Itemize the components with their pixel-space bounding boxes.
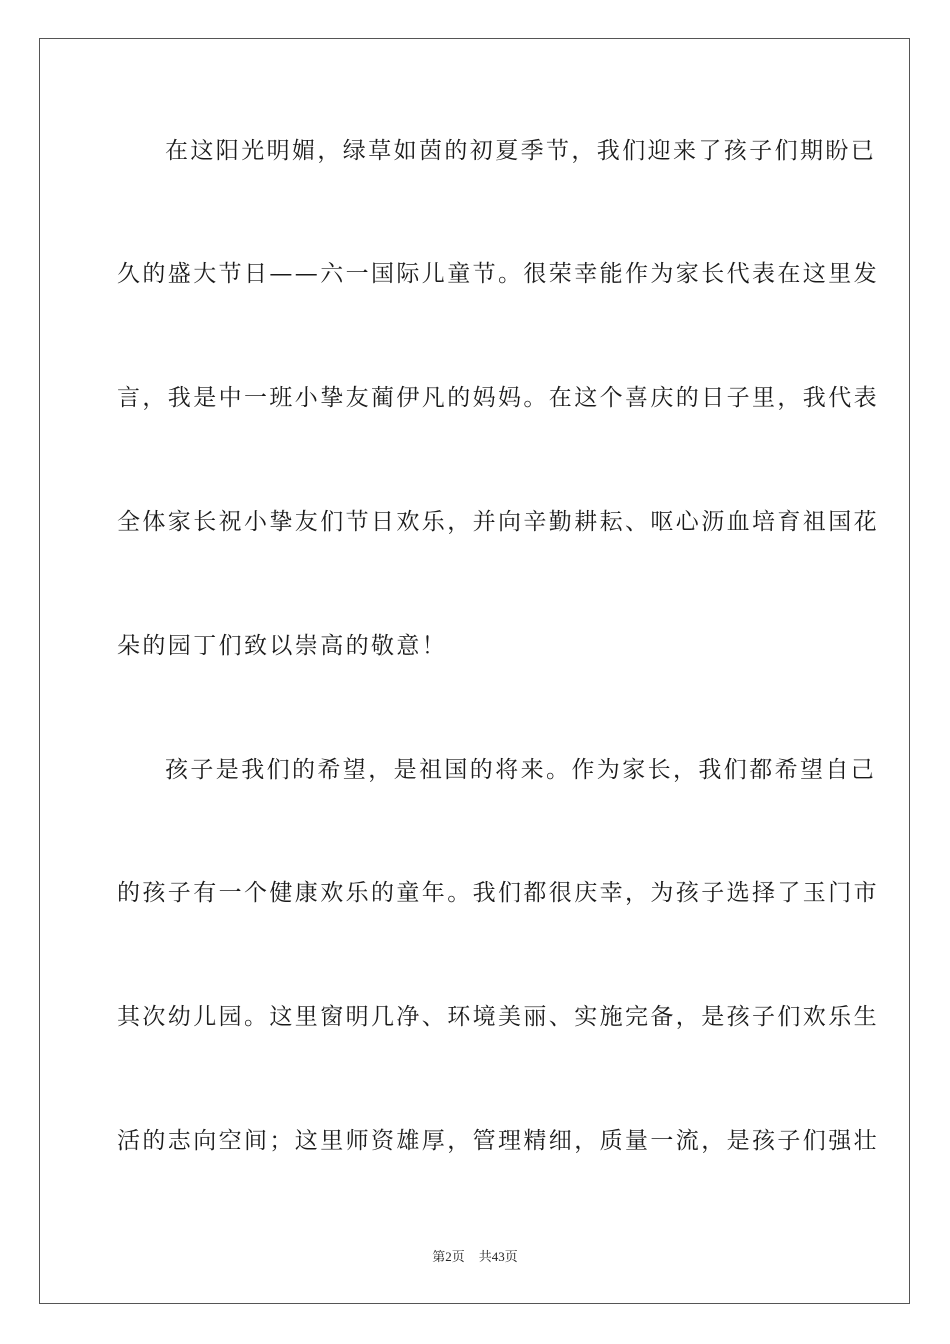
total-pages: 共43页 — [478, 1249, 518, 1264]
paragraph-2-line-3: 其次幼儿园。这里窗明几净、环境美丽、实施完备，是孩子们欢乐生 — [117, 1004, 879, 1030]
page-footer — [0, 1248, 950, 1266]
page-frame — [39, 38, 910, 1304]
paragraph-2-line-2: 的孩子有一个健康欢乐的童年。我们都很庆幸，为孩子选择了玉门市 — [117, 880, 879, 906]
current-page-number: 第2页 — [432, 1249, 465, 1264]
paragraph-2-line-1: 孩子是我们的希望，是祖国的将来。作为家长，我们都希望自己 — [165, 757, 877, 783]
paragraph-1-line-5: 朵的园丁们致以崇高的敬意！ — [117, 633, 448, 659]
paragraph-1-line-3: 言，我是中一班小挚友蔺伊凡的妈妈。在这个喜庆的日子里，我代表 — [117, 385, 879, 411]
paragraph-1-line-1: 在这阳光明媚，绿草如茵的初夏季节，我们迎来了孩子们期盼已 — [165, 138, 877, 164]
paragraph-1-line-2: 久的盛大节日——六一国际儿童节。很荣幸能作为家长代表在这里发 — [117, 261, 879, 287]
paragraph-2-line-4: 活的志向空间；这里师资雄厚，管理精细，质量一流，是孩子们强壮 — [117, 1128, 879, 1154]
paragraph-1-line-4: 全体家长祝小挚友们节日欢乐，并向辛勤耕耘、呕心沥血培育祖国花 — [117, 509, 879, 535]
